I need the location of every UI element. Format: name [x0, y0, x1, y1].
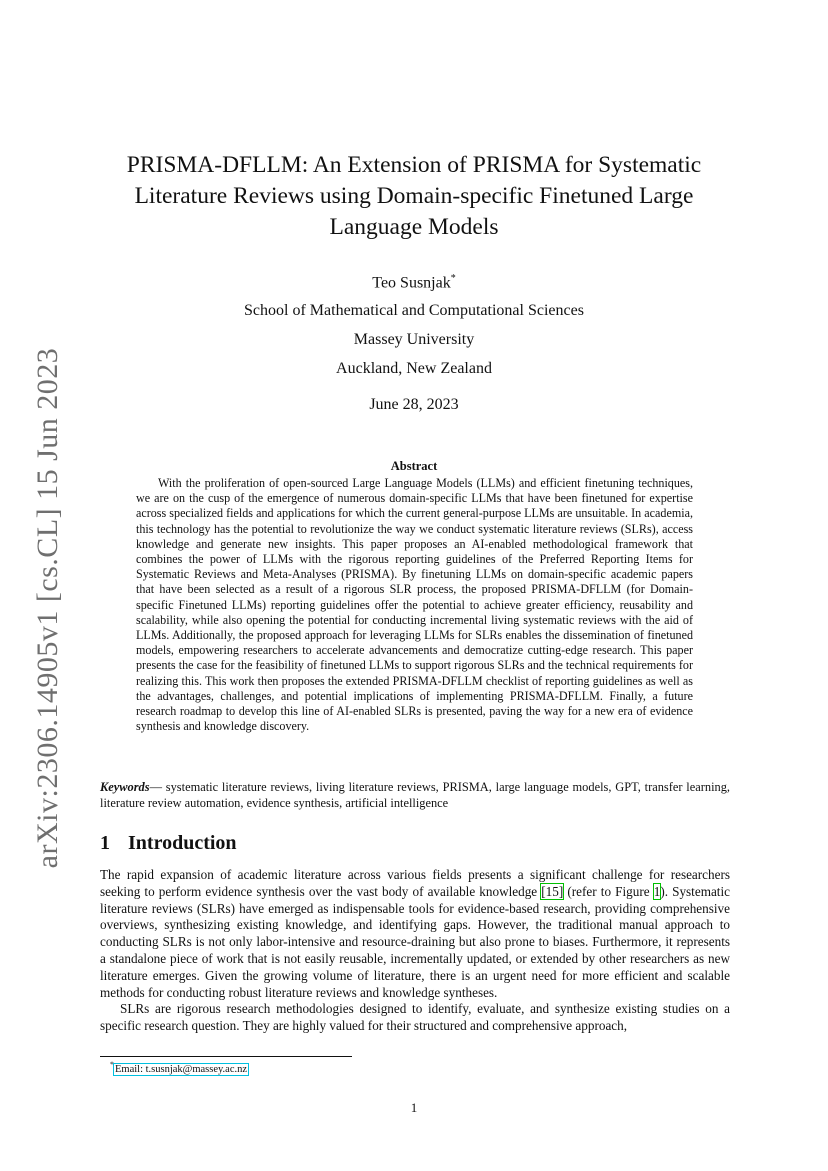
section-heading — [100, 832, 237, 855]
author-department: School of Mathematical and Computational Sciences — [244, 302, 584, 319]
section-number: 1 — [100, 832, 110, 854]
page-number: 1 — [410, 1100, 418, 1115]
keywords-label: Keywords — [100, 780, 150, 794]
author-name: Teo Susnjak* — [372, 273, 456, 292]
figure-link[interactable]: 1 — [653, 883, 661, 899]
paper-date: June 28, 2023 — [369, 396, 459, 413]
arxiv-identifier: arXiv:2306.14905v1 [cs.CL] 15 Jun 2023 — [31, 347, 64, 869]
introduction-body — [100, 867, 730, 1035]
author-block — [100, 273, 728, 389]
citation-link[interactable]: [15] — [541, 883, 564, 899]
paragraph: The rapid expansion of academic literature across various fields presents a significant challenge for researchers seeking to perform evidence synthesis over the vast body of available knowledge [15] (refer to Figure 1). Systematic literature reviews (SLRs) have emerged as indispensable tools for evidence-based research, providing comprehensive overviews, synthesizing existing knowledge, and identifying gaps. However, the traditional manual approach to conducting SLRs is not only labor-intensive and resource-draining but also prone to biases. Furthermore, it represents a standalone piece of work that is not easily reusable, incrementally updated, or extended by other researchers as new literature emerges. Given the growing volume of literature, there is an urgent need for more efficient and scalable methods for conducting robust literature reviews and knowledge syntheses. — [100, 867, 730, 1000]
footnote — [110, 1060, 248, 1075]
footnote-rule — [100, 1056, 352, 1057]
footnote-marker: * — [110, 1060, 114, 1069]
author-location: Auckland, New Zealand — [336, 360, 492, 377]
paper-title: PRISMA-DFLLM: An Extension of PRISMA for Systematic Literature Reviews using Domain-specific Finetuned Large Language Models — [126, 152, 702, 240]
footnote-marker: * — [450, 273, 456, 284]
keywords — [100, 779, 730, 811]
keywords-text: — systematic literature reviews, living literature reviews, PRISMA, large language models, GPT, transfer learning, literature review automation, evidence synthesis, artificial intelligence — [100, 780, 730, 810]
section-title: Introduction — [128, 832, 237, 854]
abstract-text: With the proliferation of open-sourced Large Language Models (LLMs) and efficient finetuning techniques, we are on the cusp of the emergence of numerous domain-specific LLMs that have been finetuned for expertise across specialized fields and applications for which the current general-purpose LLMs are unsuitable. In academia, this technology has the potential to revolutionize the way we conduct systematic literature reviews (SLRs), access knowledge and generate new insights. This paper proposes an AI-enabled methodological framework that combines the power of LLMs with the rigorous reporting guidelines of the Preferred Reporting Items for Systematic Reviews and Meta-Analyses (PRISMA). By finetuning LLMs on domain-specific academic papers that have been selected as a result of a rigorous SLR process, the proposed PRISMA-DFLLM (for Domain-specific Finetuned LLMs) reporting guidelines offer the potential to achieve greater efficiency, reusability and scalability, while also opening the potential for conducting incremental living systematic reviews with the aid of LLMs. Additionally, the proposed approach for leveraging LLMs for SLRs enables the dissemination of finetuned models, empowering researchers to accelerate advancements and democratize cutting-edge research. This paper presents the case for the feasibility of finetuned LLMs to support rigorous SLRs and the technical requirements for realizing this. This work then proposes the extended PRISMA-DFLLM checklist of reporting guidelines as well as the advantages, challenges, and potential implications of implementing PRISMA-DFLLM. Finally, a future research roadmap to develop this line of AI-enabled SLRs is presented, paving the way for a new era of evidence synthesis and knowledge discovery. — [136, 476, 693, 734]
email-link[interactable]: Email: t.susnjak@massey.ac.nz — [115, 1063, 248, 1075]
paragraph: SLRs are rigorous research methodologies designed to identify, evaluate, and synthesize existing studies on a specific research question. They are highly valued for their structured and comprehensive approach, — [100, 1001, 730, 1034]
abstract-heading: Abstract — [390, 459, 438, 473]
author-university: Massey University — [353, 331, 475, 348]
